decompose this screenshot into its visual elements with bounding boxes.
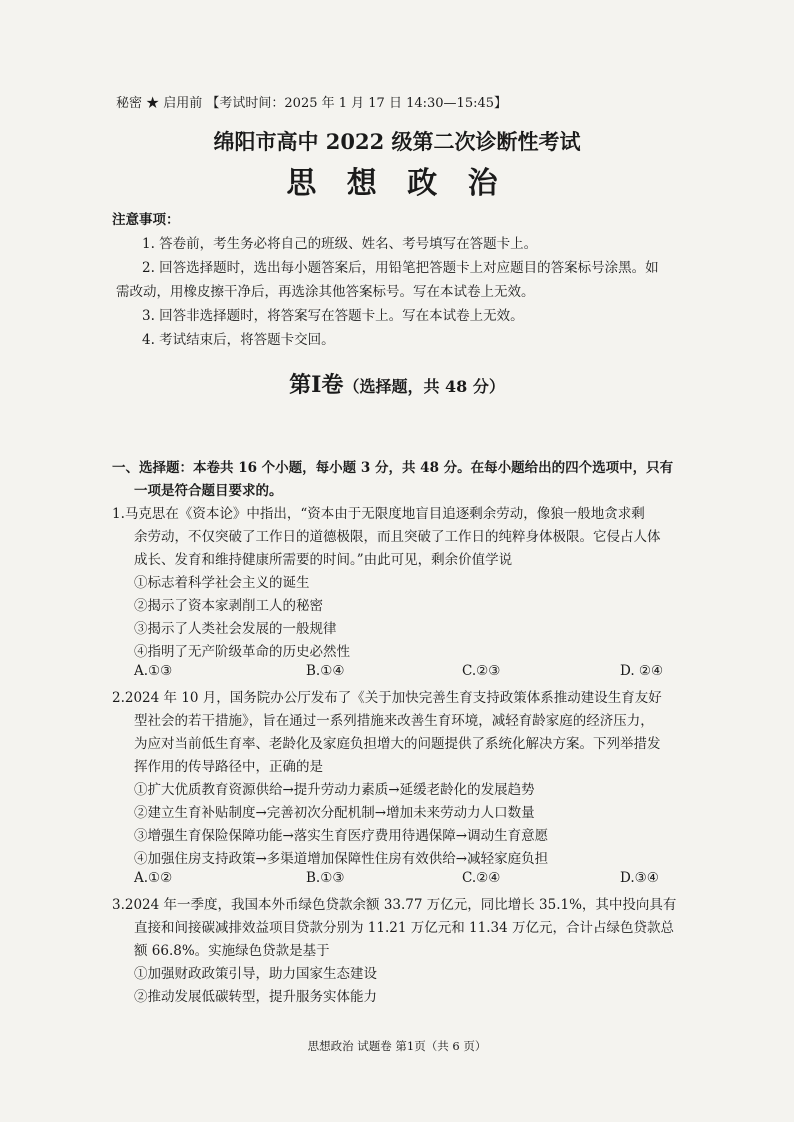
question-3-text: 3.2024 年一季度，我国本外币绿色贷款余额 33.77 万亿元，同比增长 35.1%，其中投向具有 bbox=[112, 897, 677, 913]
question-2-option-b: B.①③ bbox=[306, 870, 345, 886]
section-instruction: 一、选择题：本卷共 16 个小题，每小题 3 分，共 48 分。在每小题给出的四个选项中，只有 bbox=[112, 460, 674, 476]
part-main-title: 第Ⅰ卷 bbox=[289, 372, 344, 398]
part-heading bbox=[0, 368, 794, 399]
question-3-item: ①加强财政政策引导，助力国家生态建设 bbox=[134, 966, 377, 982]
question-1-text: 余劳动，不仅突破了工作日的道德极限，而且突破了工作日的纯粹身体极限。它侵占人体 bbox=[134, 529, 661, 545]
exam-title: 绵阳市高中 2022 级第二次诊断性考试 bbox=[213, 129, 581, 154]
question-3-item: ②推动发展低碳转型，提升服务实体能力 bbox=[134, 989, 377, 1005]
notice-item: 3. 回答非选择题时，将答案写在答题卡上。写在本试卷上无效。 bbox=[142, 308, 524, 324]
question-1-option-d: D. ②④ bbox=[620, 663, 664, 679]
question-2-text: 为应对当前低生育率、老龄化及家庭负担增大的问题提供了系统化解决方案。下列举措发 bbox=[134, 736, 661, 752]
question-2-text: 型社会的若干措施》，旨在通过一系列措施来改善生育环境，减轻育龄家庭的经济压力， bbox=[134, 713, 654, 729]
question-1-text: 1.马克思在《资本论》中指出，“资本由于无限度地盲目追逐剩余劳动，像狼一般地贪求剩 bbox=[112, 506, 645, 522]
question-2-option-a: A.①② bbox=[134, 870, 173, 886]
question-2-item: ①扩大优质教育资源供给→提升劳动力素质→延缓老龄化的发展趋势 bbox=[134, 782, 535, 798]
question-1-text: 成长、发育和维持健康所需要的时间。”由此可见，剩余价值学说 bbox=[134, 552, 513, 568]
question-1-item: ①标志着科学社会主义的诞生 bbox=[134, 575, 310, 591]
question-2-text: 2.2024 年 10 月，国务院办公厅发布了《关于加快完善生育支持政策体系推动建设生育友好 bbox=[112, 690, 662, 706]
confidential-header: 秘密 ★ 启用前 【考试时间：2025 年 1 月 17 日 14:30—15:45】 bbox=[116, 96, 508, 111]
notice-item: 2. 回答选择题时，选出每小题答案后，用铅笔把答题卡上对应题目的答案标号涂黑。如 bbox=[142, 260, 659, 276]
question-2-option-d: D.③④ bbox=[620, 870, 659, 886]
question-2-option-c: C.②④ bbox=[462, 870, 501, 886]
part-subtitle: （选择题，共 48 分） bbox=[343, 377, 505, 396]
question-3-text: 直接和间接碳减排效益项目贷款分别为 11.21 万亿元和 11.34 万亿元，合计占绿色贷款总 bbox=[134, 920, 674, 936]
question-1-item: ③揭示了人类社会发展的一般规律 bbox=[134, 621, 337, 637]
question-1-option-b: B.①④ bbox=[306, 663, 345, 679]
question-1-option-a: A.①③ bbox=[134, 663, 173, 679]
question-1-item: ②揭示了资本家剥削工人的秘密 bbox=[134, 598, 323, 614]
question-2-item: ③增强生育保险保障功能→落实生育医疗费用待遇保障→调动生育意愿 bbox=[134, 828, 549, 844]
notice-heading: 注意事项： bbox=[112, 212, 180, 228]
subject-title: 思 想 政 治 bbox=[286, 166, 508, 201]
page-footer: 思想政治 试题卷 第1页（共 6 页） bbox=[307, 1039, 487, 1053]
question-2-item: ④加强住房支持政策→多渠道增加保障性住房有效供给→减轻家庭负担 bbox=[134, 851, 549, 867]
notice-item: 1. 答卷前，考生务必将自己的班级、姓名、考号填写在答题卡上。 bbox=[142, 236, 538, 252]
notice-item: 需改动，用橡皮擦干净后，再选涂其他答案标号。写在本试卷上无效。 bbox=[116, 284, 535, 300]
question-2-text: 挥作用的传导路径中，正确的是 bbox=[134, 759, 323, 775]
notice-item: 4. 考试结束后，将答题卡交回。 bbox=[142, 332, 335, 348]
question-2-item: ②建立生育补贴制度→完善初次分配机制→增加未来劳动力人口数量 bbox=[134, 805, 535, 821]
question-3-text: 额 66.8%。实施绿色贷款是基于 bbox=[134, 943, 330, 959]
section-instruction: 一项是符合题目要求的。 bbox=[134, 483, 283, 499]
question-1-option-c: C.②③ bbox=[462, 663, 501, 679]
question-1-item: ④指明了无产阶级革命的历史必然性 bbox=[134, 644, 350, 660]
